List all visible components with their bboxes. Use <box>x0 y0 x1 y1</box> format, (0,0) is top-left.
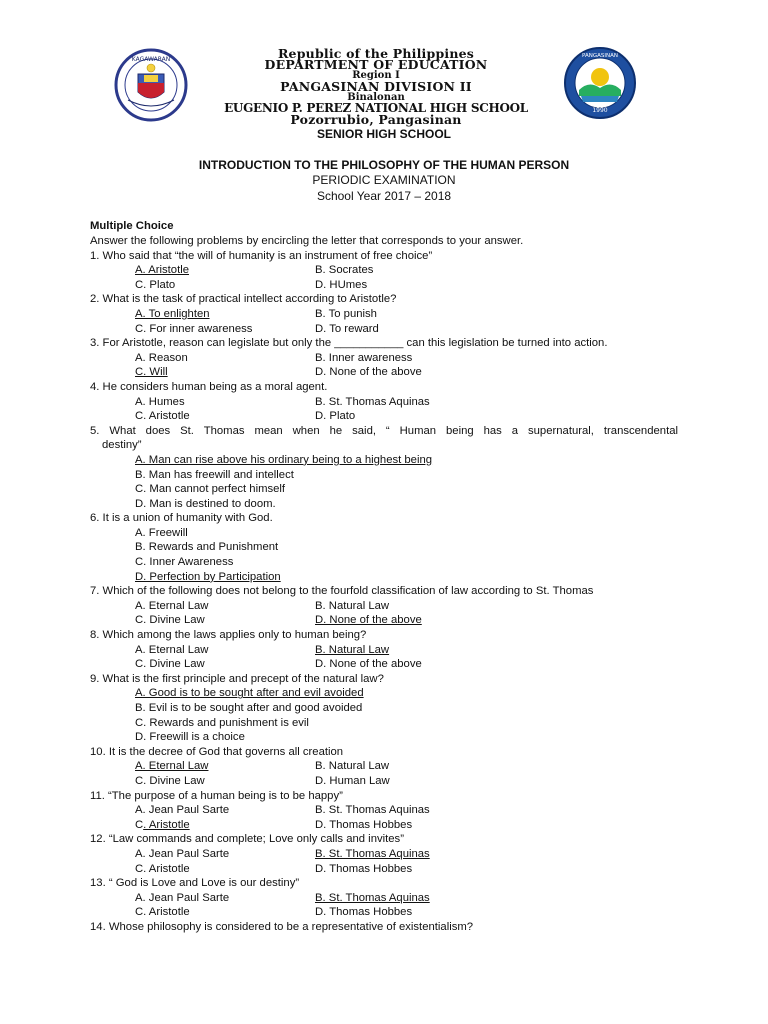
option-d: D. Human Law <box>315 774 390 787</box>
town-line: Binalonan <box>347 92 405 103</box>
question-11: 11. “The purpose of a human being is to be happy” <box>90 789 343 802</box>
option-b: B. St. Thomas Aquinas <box>315 395 430 408</box>
options-row <box>90 657 678 672</box>
answer-mark: B. Natural Law <box>315 643 390 656</box>
answer-mark: D. None of the above <box>315 614 422 627</box>
instructions: Answer the following problems by encircling the letter that corresponds to your answer. <box>90 235 524 247</box>
question-3: 3. For Aristotle, reason can legislate but only the ___________ can this legislation be turned into action. <box>90 337 608 350</box>
question-13: 13. “ God is Love and Love is our destiny” <box>90 877 300 890</box>
options-row <box>90 774 678 789</box>
question-4: 4. He considers human being as a moral agent. <box>90 380 328 393</box>
options-row <box>90 395 678 410</box>
question-10: 10. It is the decree of God that governs all creation <box>90 745 344 758</box>
school-address: Pozorrubio, Pangasinan <box>290 112 462 127</box>
question-2: 2. What is the task of practical intellect according to Aristotle? <box>90 293 397 306</box>
svg-text:PANGASINAN: PANGASINAN <box>582 53 618 59</box>
option-d: D. None of the above <box>315 658 422 671</box>
option-b: B. To punish <box>315 307 377 320</box>
option-a <box>90 307 315 322</box>
letterhead-text <box>190 48 562 125</box>
option-a: A. Reason <box>135 351 188 364</box>
svg-text:KAGAWARAN: KAGAWARAN <box>131 56 171 63</box>
option-d: D. HUmes <box>315 278 368 291</box>
option-c: C. Divine Law <box>135 658 205 671</box>
option-c: C. Aristotle <box>135 862 190 875</box>
option-a: A. Eternal Law <box>135 643 209 656</box>
option-b <box>315 891 430 906</box>
option-d: D. Thomas Hobbes <box>315 862 413 875</box>
answer-mark: . Aristotle <box>143 818 190 831</box>
answer-mark: A. Good is to be sought after and evil avoided <box>135 687 364 700</box>
answer-mark: A. Eternal Law <box>135 760 209 773</box>
option-d: D. To reward <box>315 322 379 335</box>
options-row <box>90 599 678 614</box>
department-line: DEPARTMENT OF EDUCATION <box>264 57 488 72</box>
options-row <box>90 613 678 628</box>
option-c <box>90 818 315 833</box>
exam-body <box>90 219 678 935</box>
options-row <box>90 803 678 818</box>
options-row <box>90 759 678 774</box>
option-c <box>90 365 315 380</box>
question-9: 9. What is the first principle and precept of the natural law? <box>90 672 384 685</box>
option-a <box>90 453 678 468</box>
question-1: 1. Who said that “the will of humanity is an instrument of free choice” <box>90 249 433 262</box>
option-b <box>315 643 389 658</box>
options-row <box>90 278 678 293</box>
option-letter: C <box>135 818 144 831</box>
options-row <box>90 307 678 322</box>
option-b: B. Socrates <box>315 264 374 277</box>
options-row <box>90 891 678 906</box>
option-b: B. Natural Law <box>315 599 390 612</box>
svg-text:1990: 1990 <box>592 107 608 114</box>
option-c: C. Aristotle <box>135 906 190 919</box>
question-5-continued: destiny” <box>102 439 142 452</box>
option-b: B. Rewards and Punishment <box>135 541 279 554</box>
option-d <box>90 570 678 585</box>
options-row <box>90 365 678 380</box>
option-d: D. None of the above <box>315 366 422 379</box>
option-c: C. Aristotle <box>135 410 190 423</box>
options-row <box>90 905 678 920</box>
options-row <box>90 351 678 366</box>
exam-titles <box>0 127 768 204</box>
option-c: C. Rewards and punishment is evil <box>135 716 309 729</box>
school-year: School Year 2017 – 2018 <box>316 188 452 203</box>
options-row <box>90 643 678 658</box>
question-7: 7. Which of the following does not belong to the fourfold classification of law according to St. Thomas <box>90 585 594 598</box>
option-b: B. Natural Law <box>315 760 390 773</box>
option-c: C. Man cannot perfect himself <box>135 483 286 496</box>
options-row <box>90 847 678 862</box>
option-a: A. Jean Paul Sarte <box>135 891 230 904</box>
question-12: 12. “Law commands and complete; Love only calls and invites” <box>90 833 404 846</box>
option-a: A. Jean Paul Sarte <box>135 847 230 860</box>
division-seal-logo <box>563 46 637 120</box>
option-a: A. Jean Paul Sarte <box>135 804 230 817</box>
option-a: A. Eternal Law <box>135 599 209 612</box>
answer-mark: A. Aristotle <box>135 264 189 277</box>
question-5: 5. What does St. Thomas mean when he said, “ Human being has a supernatural, transcendental <box>90 424 678 437</box>
question-8: 8. Which among the laws applies only to human being? <box>90 629 367 642</box>
question-6: 6. It is a union of humanity with God. <box>90 512 273 525</box>
section-title: Multiple Choice <box>90 220 174 232</box>
question-14: 14. Whose philosophy is considered to be a representative of existentialism? <box>90 920 474 933</box>
option-c: C. For inner awareness <box>135 322 253 335</box>
option-c: C. Plato <box>135 278 176 291</box>
option-a: A. Freewill <box>135 526 188 539</box>
deped-seal-logo <box>114 48 188 122</box>
options-row <box>90 409 678 424</box>
answer-mark: B. St. Thomas Aquinas <box>315 847 430 860</box>
answer-mark: C. Will <box>135 366 168 379</box>
exam-type: PERIODIC EXAMINATION <box>312 173 456 187</box>
region-line: Region I <box>352 70 400 81</box>
option-a <box>90 759 315 774</box>
division-line: PANGASINAN DIVISION II <box>280 79 472 94</box>
option-a: A. Humes <box>135 395 185 408</box>
option-b: B. Evil is to be sought after and good avoided <box>135 702 363 714</box>
option-a <box>90 263 315 278</box>
answer-mark: B. St. Thomas Aquinas <box>315 891 430 904</box>
republic-line: Republic of the Philippines <box>277 46 475 61</box>
option-d: D. Thomas Hobbes <box>315 818 413 831</box>
letterhead <box>0 44 768 127</box>
option-b: B. Man has freewill and intellect <box>135 468 294 481</box>
option-c: C. Divine Law <box>135 614 205 627</box>
option-d: D. Plato <box>315 410 356 423</box>
answer-mark: D. Perfection by Participation <box>135 570 281 583</box>
option-d <box>315 613 422 628</box>
options-row <box>90 263 678 278</box>
school-name: EUGENIO P. PEREZ NATIONAL HIGH SCHOOL <box>224 101 528 115</box>
option-c: C. Inner Awareness <box>135 556 234 569</box>
option-d: D. Man is destined to doom. <box>135 497 276 510</box>
option-c: C. Divine Law <box>135 774 205 787</box>
option-d: D. Thomas Hobbes <box>315 906 413 919</box>
option-b <box>315 847 430 862</box>
options-row <box>90 818 678 833</box>
option-d: D. Freewill is a choice <box>135 731 245 744</box>
subject-title: INTRODUCTION TO THE PHILOSOPHY OF THE HUMAN PERSON <box>198 158 570 172</box>
option-a <box>90 686 678 701</box>
option-b: B. Inner awareness <box>315 351 413 364</box>
option-b: B. St. Thomas Aquinas <box>315 804 430 817</box>
level-title: SENIOR HIGH SCHOOL <box>316 127 451 141</box>
answer-mark: A. Man can rise above his ordinary being to a highest being <box>135 453 433 466</box>
options-row <box>90 322 678 337</box>
options-row <box>90 862 678 877</box>
answer-mark: A. To enlighten <box>135 307 210 320</box>
